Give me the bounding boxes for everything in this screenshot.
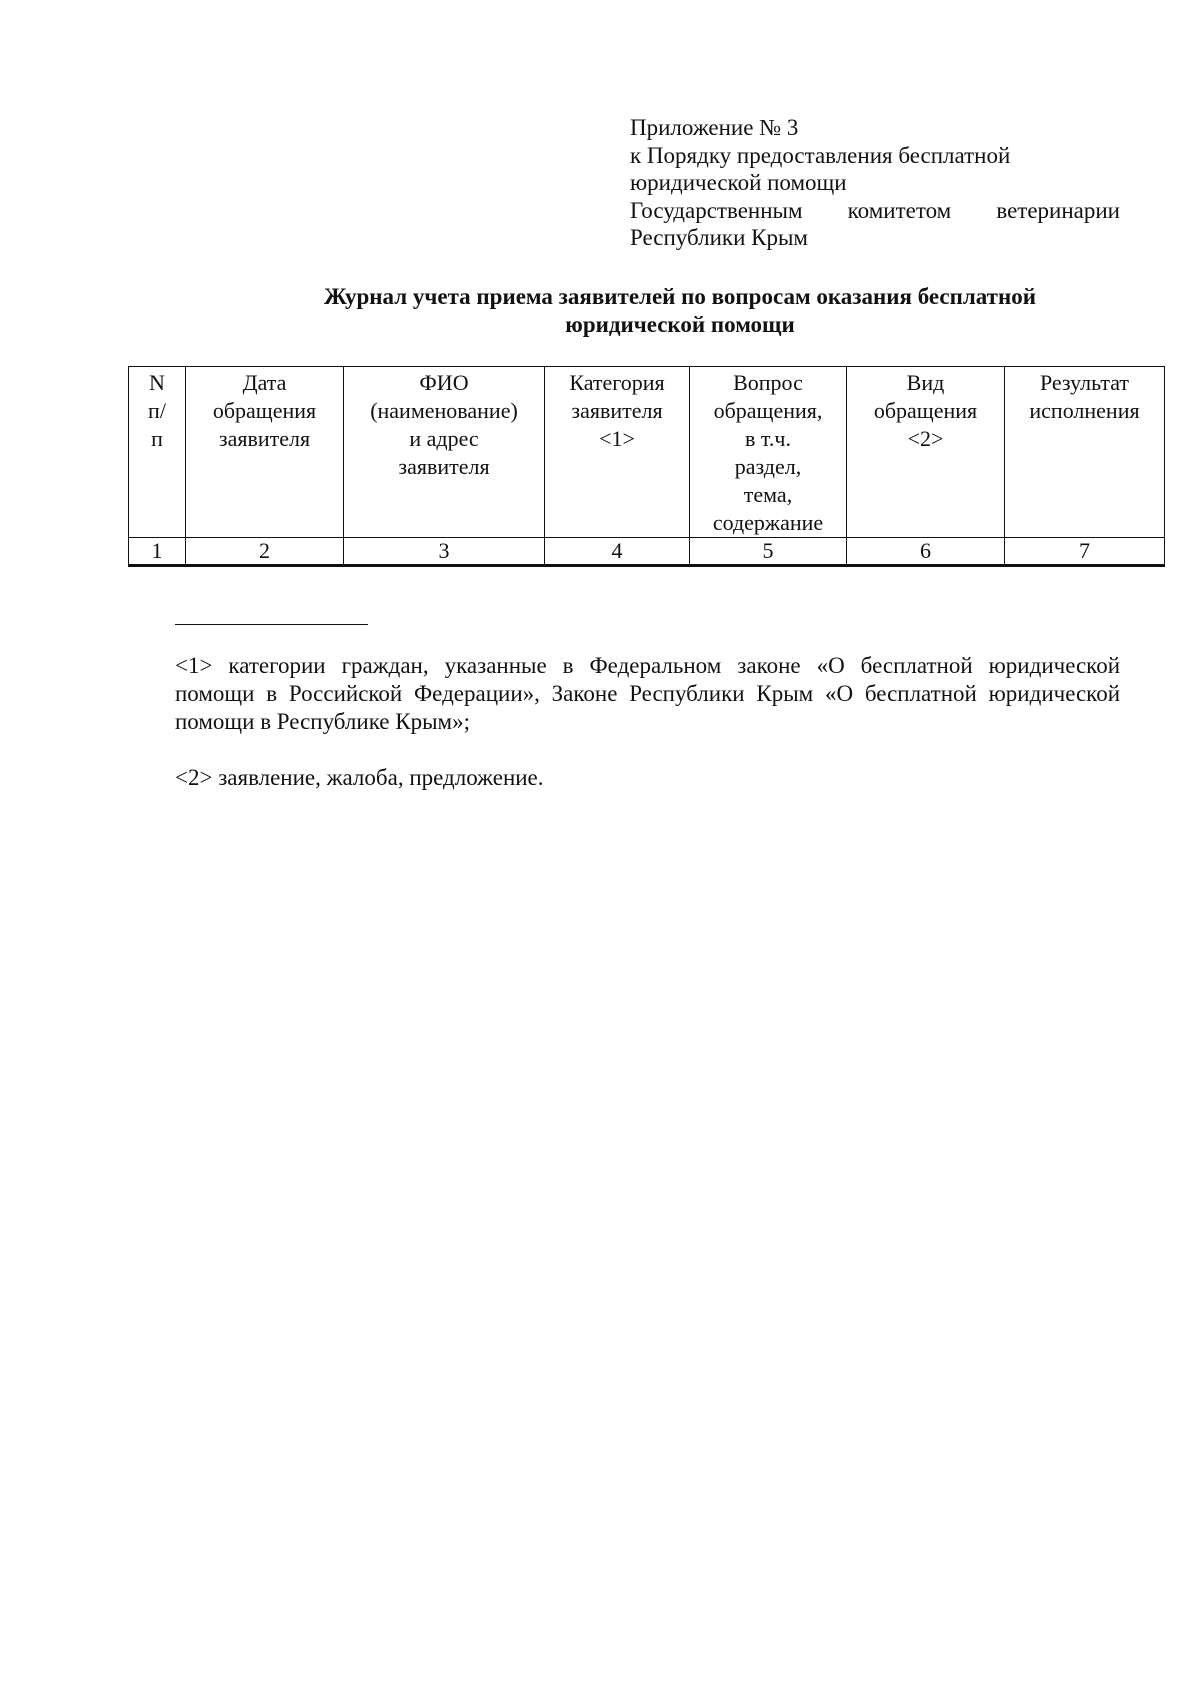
- header-cell-question: [690, 367, 847, 538]
- footnotes: [175, 652, 1120, 792]
- table-row-column-numbers: [129, 538, 1165, 566]
- header-cell-category: [545, 367, 690, 538]
- appendix-header: [630, 114, 1120, 252]
- journal-table: [128, 366, 1165, 567]
- header-text: раздел,: [734, 454, 802, 479]
- table-header-row: [129, 367, 1165, 538]
- appendix-line: к Порядку предоставления бесплатной: [630, 142, 1011, 168]
- footnote-line: помощи в Республике Крым»;: [175, 709, 471, 734]
- header-text: обращения: [873, 398, 978, 423]
- column-number-cell: 6: [847, 538, 1005, 566]
- header-text: Вопрос: [733, 370, 803, 395]
- header-cell-type: [847, 367, 1005, 538]
- appendix-line: Приложение № 3: [630, 115, 799, 140]
- header-text: Категория: [569, 370, 665, 395]
- header-text: Результат: [1039, 370, 1130, 395]
- column-number-cell: 5: [690, 538, 847, 566]
- appendix-line: Государственным комитетом ветеринарии: [630, 197, 1120, 223]
- column-number-cell: 4: [545, 538, 690, 566]
- header-text: ФИО: [419, 370, 469, 395]
- footnote-1: [175, 652, 1120, 736]
- document-title: [230, 283, 1130, 339]
- header-text: тема,: [743, 482, 793, 507]
- header-cell-result: [1005, 367, 1165, 538]
- appendix-line: юридической помощи: [630, 170, 847, 195]
- header-text: Вид: [906, 370, 945, 395]
- title-line: Журнал учета приема заявителей по вопросам оказания бесплатной: [324, 284, 1036, 309]
- footnote-line: помощи в Российской Федерации», Законе Республики Крым «О бесплатной юридической: [175, 681, 1120, 706]
- header-text: п: [151, 426, 163, 451]
- header-text: п/: [148, 398, 166, 423]
- title-line: юридической помощи: [565, 312, 795, 337]
- column-number-cell: 3: [344, 538, 545, 566]
- header-cell-name-address: [344, 367, 545, 538]
- appendix-line: Республики Крым: [630, 225, 808, 250]
- header-text: исполнения: [1029, 398, 1140, 423]
- header-text: и адрес: [409, 426, 479, 451]
- header-text: N: [149, 370, 165, 395]
- header-text: <1>: [599, 426, 635, 451]
- column-number-cell: 2: [186, 538, 344, 566]
- header-text: заявителя: [571, 398, 663, 423]
- header-text: содержание: [712, 510, 824, 535]
- column-number-cell: 7: [1005, 538, 1165, 566]
- column-number-cell: 1: [129, 538, 186, 566]
- header-text: обращения,: [713, 398, 823, 423]
- header-text: в т.ч.: [745, 426, 791, 451]
- header-cell-number: [129, 367, 186, 538]
- header-text: обращения: [212, 398, 317, 423]
- header-cell-date: [186, 367, 344, 538]
- footnote-separator: [175, 624, 368, 625]
- header-text: <2>: [907, 426, 944, 451]
- header-text: Дата: [242, 370, 287, 395]
- header-text: заявителя: [398, 454, 490, 479]
- header-text: (наименование): [370, 398, 518, 423]
- footnote-2: <2> заявление, жалоба, предложение.: [175, 765, 544, 790]
- footnote-line: <1> категории граждан, указанные в Федеральном законе «О бесплатной юридической: [175, 653, 1120, 678]
- header-text: заявителя: [218, 426, 311, 451]
